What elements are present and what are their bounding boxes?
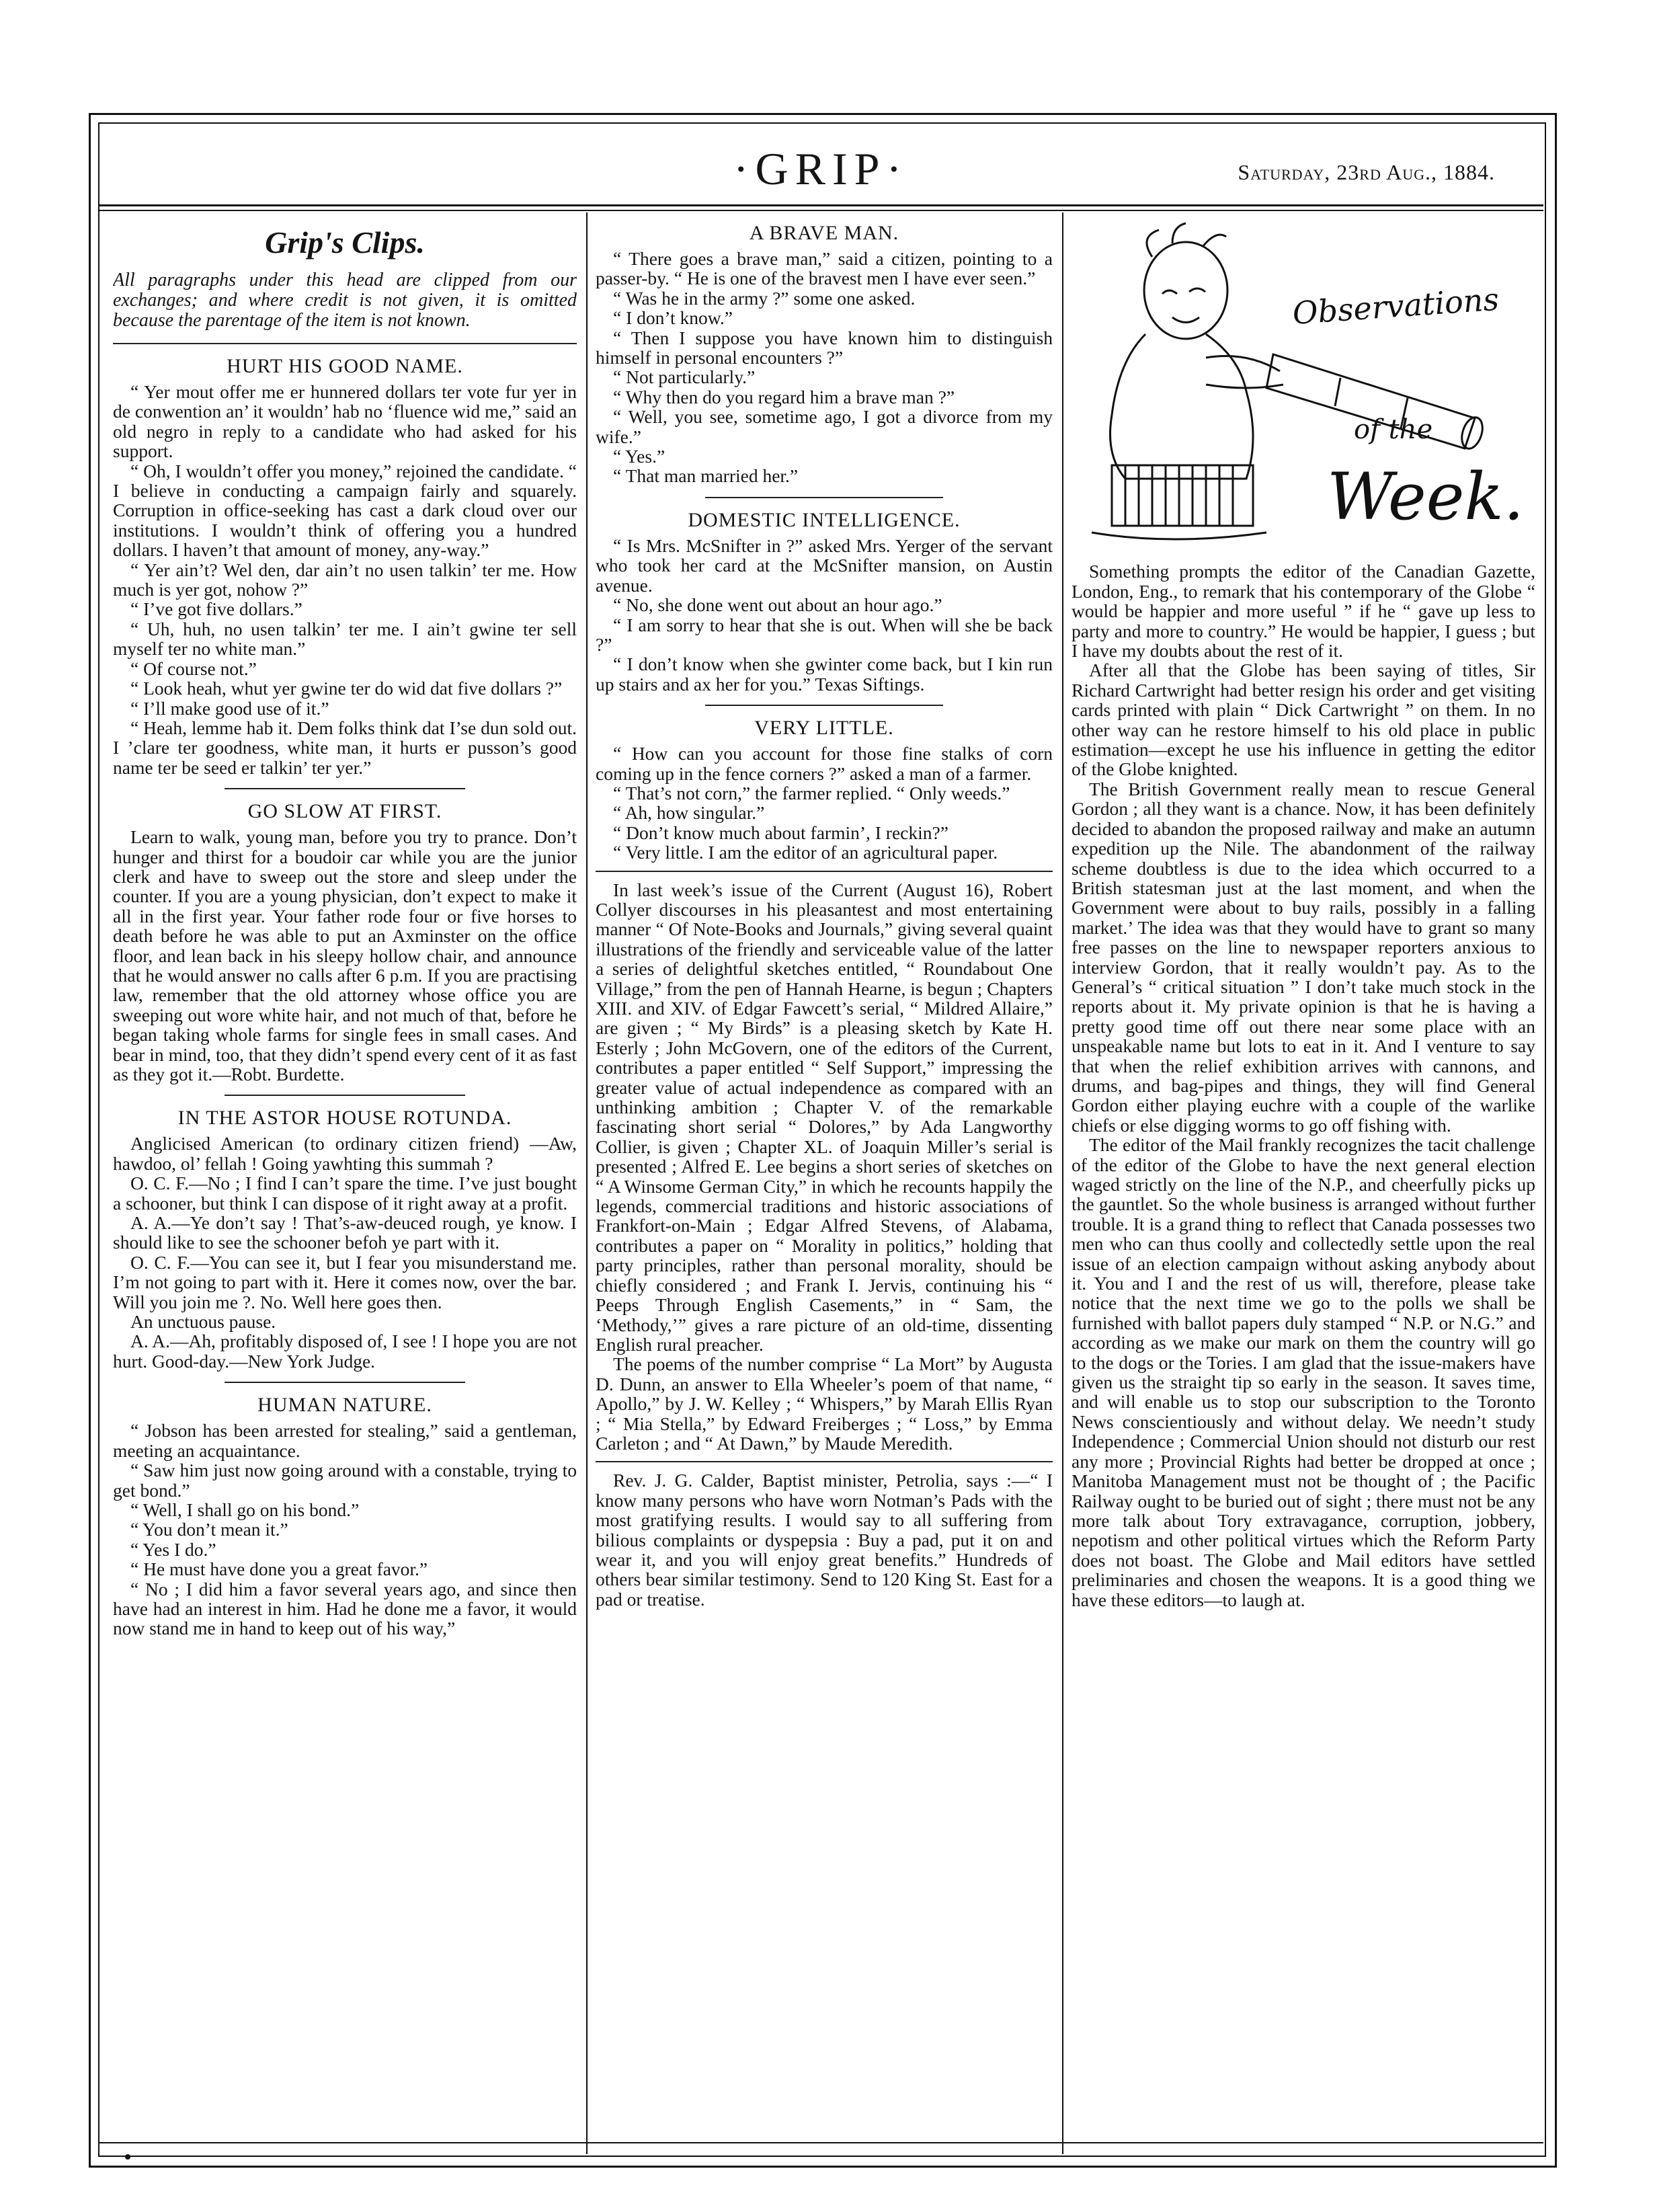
paragraph: “ You don’t mean it.” (130, 1519, 288, 1540)
headline-go-slow-at-first: GO SLOW AT FIRST. (247, 800, 442, 823)
paragraph: In last week’s issue of the Current (August 16), Robert Collyer discourses in his pleasantest and most entertaining manner “ Of Note-Books and Journals,” giving several quaint illustrations of the friendly and serviceable value of the latter a series of delightful sketches entitled, “ Roundabout One Village,” from the pen of Hannah Hearne, is begun ; Chapters XIII. and XIV. of Edgar Fawcett’s serial, “ Mildred Allaire,” are given ; “ My Birds” is a pleasing sketch by Kate H. Esterly ; John McGovern, one of the editors of the Current, contributes a paper entitled “ Self Support,” impressing the greater value of actual independence as compared with an unthinking ambition ; Chapter V. of the remarkable fascinating short serial “ Dolores,” by Ada Langworthy Collier, is given ; Chapter XL. of Joaquin Miller’s serial is presented ; Alfred E. Lee begins a short series of sketches on “ A Winsome German City,” in which he recounts happily the legends, commercial traditions and historic associations of Frankfort-on-Main ; Edgar Alfred Stevens, of Alabama, contributes a paper on “ Morality in politics,” holding that party principles, rather than personal morality, should be chiefly considered ; and Frank I. Jervis, continuing his “ Peeps Through English Casements,” in “ Sam, the ‘Methody,’” gives a rare picture of an old-time, dissenting English rural preacher. (596, 879, 1053, 1355)
paragraph: “ No, she done went out about an hour ago.” (613, 594, 942, 616)
paragraph: “ No ; I did him a favor several years ago, and since then have had an interest in him. Had he done me a favor, it would now stand me in hand to keep out of his way,” (113, 1578, 577, 1639)
paragraph: The poems of the number comprise “ La Mort” by Augusta D. Dunn, an answer to Ella Wheeler’s poem of that name, “ Apollo,” by J. W. Kelley ; “ Whispers,” by Marah Ellis Ryan ; “ Mia Stella,” by Edward Freiberges ; “ Loss,” by Emma Carleton ; and “ At Dawn,” by Maude Meredith. (596, 1353, 1053, 1454)
paragraph: “ Well, I shall go on his bond.” (130, 1499, 360, 1520)
paragraph: “ He must have done you a great favor.” (130, 1558, 428, 1580)
paragraph: “ There goes a brave man,” said a citizen, pointing to a passer-by. “ He is one of the bravest men I have ever seen.” (596, 248, 1053, 289)
masthead-title: ·GRIP· (733, 143, 909, 194)
paragraph: “ Yer ain’t? Wel den, dar ain’t no usen talkin’ ter me. How much is yer got, nohow ?” (113, 559, 577, 600)
paragraph: “ Well, you see, sometime ago, I got a divorce from my wife.” (596, 406, 1053, 447)
paragraph: “ That’s not corn,” the farmer replied. “ Only weeds.” (613, 782, 1010, 803)
headline-human-nature: HUMAN NATURE. (257, 1394, 432, 1417)
masthead-date: Saturday, 23rd Aug., 1884. (1238, 160, 1495, 184)
paragraph: The British Government really mean to rescue General Gordon ; all they want is a chance. Now, it has been definitely decided to abandon the proposed railway and make an autumn expedition up the Nile. The abandonment of the railway scheme doubtless is due to the idea which occurred to a British statesman just at the last moment, and when the Government were about to buy rails, possibly in a falling market.’ The idea was that they would have to grant so many free passes on the line to newspaper reporters anxious to interview Gordon, that it really wouldn’t pay. As to the General’s “ critical situation ” I don’t take much stock in the reports about it. My private opinion is that he is having a pretty good time off out there near some place with an unspeakable name but lots to eat in it. And I venture to say that when the relief exhibition arrives with cannons, and drums, and bag-pipes and things, they will find General Gordon either playing euchre with a couple of the warlike chiefs or else digging worms to go off fishing with. (1072, 778, 1535, 1136)
illus-text-week: Week. (1327, 459, 1525, 535)
paragraph: An unctuous pause. (130, 1311, 276, 1333)
divider (596, 1461, 1053, 1462)
paragraph: “ Don’t know much about farmin’, I reckin?” (613, 822, 948, 843)
headline-a-brave-man: A BRAVE MAN. (749, 222, 899, 244)
paragraph: “ Very little. I am the editor of an agricultural paper. (613, 842, 998, 863)
headline-domestic-intelligence: DOMESTIC INTELLIGENCE. (688, 508, 961, 531)
divider (225, 1095, 466, 1096)
divider (705, 497, 943, 498)
illus-text-of-the: of the (1354, 414, 1433, 445)
paragraph: “ Of course not.” (130, 658, 257, 679)
paragraph: “ Not particularly.” (613, 366, 756, 388)
paragraph: “ Is Mrs. McSnifter in ?” asked Mrs. Yerger of the servant who took her card at the McSnifter mansion, on Austin avenue. (596, 535, 1053, 596)
paragraph: The editor of the Mail frankly recognizes the tacit challenge of the editor of the Globe to have the next general election waged strictly on the line of the N.P., and cheerfully picks up the gauntlet. So the whole business is arranged without further trouble. It is a grand thing to reflect that Canada possesses two men who can thus coolly and collectedly settle upon the real issue of an election campaign without asking anybody about it. You and I and the rest of us will, therefore, please take notice that the next time we go to the polls we shall be furnished with ballot papers duly stamped “ N.P. or N.G.” and according as we make our mark on them the country will go to the dogs or the Tories. I am glad that the issue-makers have given us the straight tip so early in the season. It saves time, and will enable us to stop our subscription to the Toronto News conscientiously and without delay. We needn’t study Independence ; Commercial Union should not disturb our rest any more ; Provincial Rights had better be dropped at once ; Manitoba Management must not be thought of ; the Pacific Railway ought to be buried out of sight ; there must not be any more talk about Tory extravagance, corruption, jobbery, nepotism and other political virtues which the Reform Party does not boast. The Globe and Mail editors have settled preliminaries and chosen the weapons. It is a good thing we have these editors—to laugh at. (1072, 1134, 1535, 1610)
column-1 (113, 216, 577, 2139)
paragraph: “ Then I suppose you have known him to distinguish himself in personal encounters ?” (596, 327, 1053, 368)
paragraph: “ That man married her.” (613, 465, 799, 487)
paragraph: “ I don’t know.” (613, 307, 733, 329)
headline-astor-house-rotunda: IN THE ASTOR HOUSE ROTUNDA. (177, 1107, 512, 1130)
divider (225, 788, 466, 789)
paragraph: “ Look heah, whut yer gwine ter do wid dat five dollars ?” (130, 678, 563, 699)
observations-illustration (1072, 216, 1535, 553)
headline-hurt-his-good-name: HURT HIS GOOD NAME. (227, 355, 463, 377)
column-3 (1072, 216, 1535, 2139)
column-rule-2 (1062, 212, 1063, 2154)
paragraph: “ I don’t know when she gwinter come back, but I kin run up stairs and ax her for you.” Texas Siftings. (596, 654, 1053, 695)
divider (225, 1382, 466, 1383)
paragraph: Rev. J. G. Calder, Baptist minister, Petrolia, says :—“ I know many persons who have worn Notman’s Pads with the most gratifying results. I would say to all suffering from bilious complaints or dyspepsia : Buy a pad, put it on and wear it, and you will enjoy great benefits.” Hundreds of others bear similar testimony. Send to 120 King St. East for a pad or treatise. (596, 1470, 1053, 1610)
divider (596, 871, 1053, 872)
divider (113, 343, 577, 344)
column-rule-1 (586, 212, 588, 2154)
bottom-rule (98, 2142, 1543, 2143)
paragraph: “ How can you account for those fine stalks of corn coming up in the fence corners ?” asked a man of a farmer. (596, 743, 1053, 784)
paragraph: Something prompts the editor of the Canadian Gazette, London, Eng., to remark that his contemporary of the Globe “ would be happier and more useful ” if he “ gave up less to party and more to country.” He would be happier, I guess ; but I have my doubts about the rest of it. (1072, 561, 1535, 662)
column-2 (596, 216, 1053, 2139)
paragraph: “ Yes I do.” (130, 1538, 216, 1560)
divider (705, 705, 943, 706)
paragraph: A. A.—Ah, profitably disposed of, I see ! I hope you are not hurt. Good-day.—New York Judge. (113, 1331, 577, 1372)
paragraph: “ I’ve got five dollars.” (130, 598, 302, 620)
paragraph: “ Yes.” (613, 446, 665, 467)
paragraph: After all that the Globe has been saying of titles, Sir Richard Cartwright had better resign his order and get visiting cards printed with plain “ Dick Cartwright ” on them. In no other way can he restore himself to his old place in public estimation—except he use his influence in getting the editor of the Globe knighted. (1072, 660, 1535, 780)
masthead-rule-bottom (98, 210, 1543, 211)
paragraph: “ I am sorry to hear that she is out. When will she be back ?” (596, 614, 1053, 655)
paragraph: “ Ah, how singular.” (613, 802, 765, 824)
paragraph: “ Saw him just now going around with a constable, trying to get bond.” (113, 1460, 577, 1501)
paragraph: O. C. F.—You can see it, but I fear you misunderstand me. I’m not going to part with it. Here it comes now, over the bar. Will you join me ?. No. Well here goes then. (113, 1251, 577, 1312)
masthead (98, 122, 1543, 210)
headline-very-little: VERY LITTLE. (754, 717, 894, 740)
paragraph: “ Heah, lemme hab it. Dem folks think dat I’se dun sold out. I ’clare ter goodness, white man, it hurts er pusson’s good name ter be seed er talkin’ ter yer.” (113, 717, 577, 778)
page-mark (125, 2154, 130, 2160)
paragraph: “ Yer mout offer me er hunnered dollars ter vote fur yer in de conwention an’ it wouldn’ hab no ‘fluence wid me,” said an old negro in reply to a candidate who had asked for his support. (113, 381, 577, 462)
illus-text-observations: Observations (1291, 280, 1500, 331)
paragraph: A. A.—Ye don’t say ! That’s-aw-deuced rough, ye know. I should like to see the schooner befoh ye part with it. (113, 1212, 577, 1253)
paragraph: “ I’ll make good use of it.” (130, 697, 329, 719)
clips-intro: All paragraphs under this head are clipped from our exchanges; and where credit is not given, it is omitted because the parentage of the item is not known. (113, 270, 577, 331)
paragraph: “ Oh, I wouldn’t offer you money,” rejoined the candidate. “ I believe in conducting a campaign fairly and squarely. Corruption in office-seeking has cast a dark cloud over our institutions. I wouldn’t think of offering you a hundred dollars. I haven’t that amount of money, any-way.” (113, 460, 577, 561)
masthead-rule-top (98, 204, 1543, 206)
paragraph: “ Why then do you regard him a brave man ?” (613, 386, 955, 407)
grips-clips-header: Grip's Clips. (265, 225, 425, 260)
paragraph: Learn to walk, young man, before you try to prance. Don’t hunger and thirst for a boudoir car while you are the junior clerk and have to sweep out the store and sleep under the counter. If you are a young physician, don’t expect to make it all in the first year. Your father rode four or five horses to death before he was able to put an Axminster on the office floor, and lean back in his sleepy hollow chair, and announce that he would answer no calls after 6 p.m. If you are practising law, remember that the old attorney whose office you are sweeping out wore white hair, and not much of that, before he began taking whole farms for single fees in small cases. And bear in mind, too, that they didn’t spend every cent of it as fast as they got it.—Robt. Burdette. (113, 826, 577, 1084)
paragraph: “ Jobson has been arrested for stealing,” said a gentleman, meeting an acquaintance. (113, 1420, 577, 1461)
paragraph: O. C. F.—No ; I find I can’t spare the time. I’ve just bought a schooner, but think I can dispose of it right away at a profit. (113, 1173, 577, 1214)
paragraph: “ Was he in the army ?” some one asked. (613, 287, 916, 309)
paragraph: Anglicised American (to ordinary citizen friend) —Aw, hawdoo, ol’ fellah ! Going yawhting this summah ? (113, 1133, 577, 1174)
paragraph: “ Uh, huh, no usen talkin’ ter me. I ain’t gwine ter sell myself ter no white man.” (113, 618, 577, 660)
